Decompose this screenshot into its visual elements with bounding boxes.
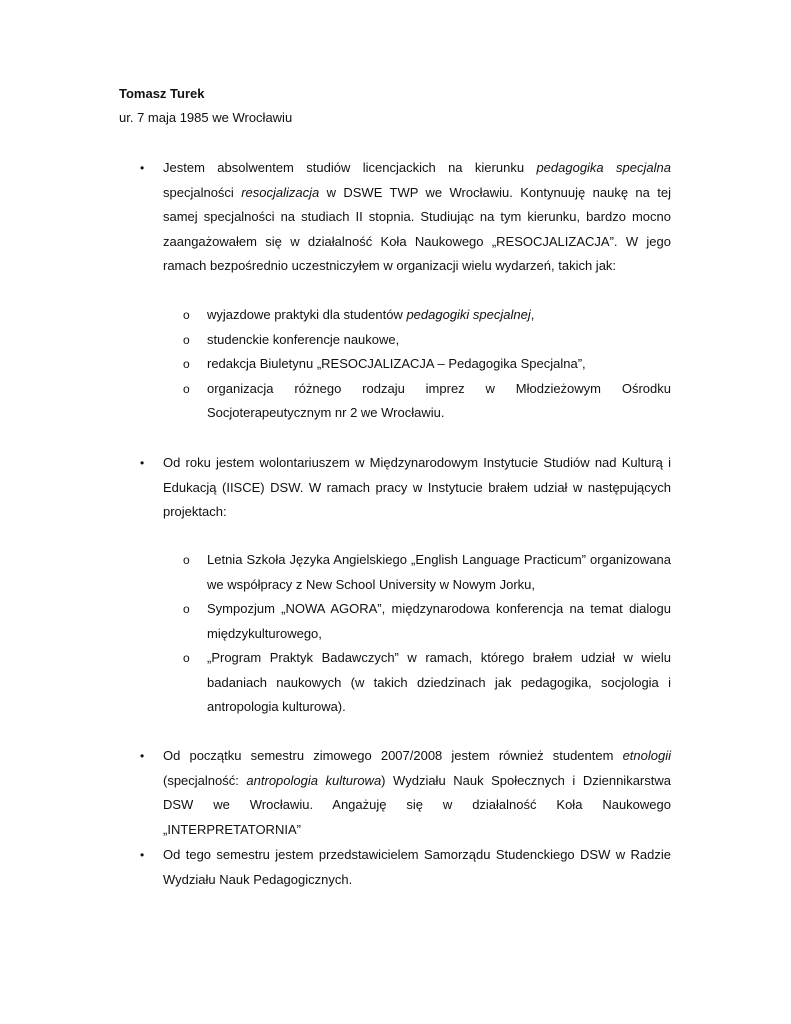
list-item (183, 377, 671, 426)
list-item (183, 352, 671, 377)
sub-marker: o (183, 332, 190, 347)
sub-list-events (183, 303, 671, 426)
bullet-text: Jestem absolwentem studiów licencjackich na kierunku (163, 160, 537, 175)
bullet-text: ) Wydziału Nauk Społecznych i Dziennikarstwa DSW we Wrocławiu. Angażuję się w działalność Koła Naukowego „INTERPRETATORNIA” (163, 772, 671, 837)
bullet-text: specjalności (163, 184, 242, 200)
bullet-marker: • (140, 456, 145, 470)
bullet-marker: • (140, 749, 145, 763)
sub-marker: o (183, 381, 190, 396)
list-item-text: Sympozjum „NOWA AGORA”, międzynarodowa konferencja na temat dialogu międzykulturowego, (207, 601, 671, 641)
list-item-text: Letnia Szkoła Języka Angielskiego „English Language Practicum” organizowana we współpracy z New School University w Nowym Jorku, (207, 552, 671, 592)
bullet-text: Od roku jestem wolontariuszem w Międzynarodowym Instytucie Studiów nad Kulturą i Edukacją (IISCE) DSW. W ramach pracy w Instytucie brałem udział w następujących projektach: (163, 455, 671, 519)
list-item-text: „Program Praktyk Badawczych” w ramach, którego brałem udział w wielu badaniach naukowych (w takich dziedzinach jak pedagogika, socjologia i antropologia kulturowa). (207, 650, 671, 714)
list-item-text: studenckie konferencje naukowe, (207, 331, 400, 347)
list-item-text-italic: pedagogiki specjalnej (406, 307, 531, 322)
birth-info: ur. 7 maja 1985 we Wrocławiu (119, 110, 293, 125)
bullet-item-ethnology (140, 744, 671, 842)
list-item-text: organizacja różnego rodzaju imprez w Młodzieżowym Ośrodku Socjoterapeutycznym nr 2 we Wrocławiu. (207, 380, 671, 420)
author-name: Tomasz Turek (119, 86, 205, 101)
sub-list-projects (183, 548, 671, 720)
bullet-text-italic: pedagogika specjalna (536, 160, 671, 175)
bullet-marker: • (140, 848, 145, 862)
list-item (183, 303, 671, 328)
bullet-text: Od początku semestru zimowego 2007/2008 jestem również studentem (163, 748, 623, 763)
bullet-text-italic: resocjalizacja (241, 184, 320, 200)
sub-marker: o (183, 651, 190, 665)
bullet-marker: • (140, 161, 145, 175)
bullet-text: Od tego semestru jestem przedstawicielem Samorządu Studenckiego DSW w Radzie Wydziału Nauk Pedagogicznych. (163, 847, 671, 887)
bullet-text-italic: antropologia kulturowa (246, 772, 382, 788)
sub-marker: o (183, 357, 190, 371)
list-item (183, 597, 671, 646)
list-item-text: wyjazdowe praktyki dla studentów (207, 307, 407, 322)
bullet-item-student-council (140, 843, 671, 892)
bullet-item-studies (140, 156, 671, 279)
bullet-text: (specjalność: (163, 772, 247, 788)
sub-marker: o (183, 308, 190, 322)
list-item-text: redakcja Biuletynu „RESOCJALIZACJA – Pedagogika Specjalna”, (207, 356, 586, 371)
list-item (183, 548, 671, 597)
list-item (183, 328, 671, 353)
bullet-text-italic: etnologii (622, 748, 671, 763)
list-item-text: , (530, 307, 535, 322)
sub-marker: o (183, 553, 190, 567)
bullet-item-volunteer (140, 451, 671, 525)
list-item (183, 646, 671, 720)
bullet-text: w DSWE TWP we Wrocławiu. Kontynuuję naukę na tej samej specjalności na studiach II stopnia. Studiując na tym kierunku, bardzo mocno zaangażowałem się w działalność Koła Naukowego „RESOCJALIZACJA”. W jego ramach bezpośrednio uczestniczyłem w organizacji wielu wydarzeń, takich jak: (163, 184, 671, 273)
sub-marker: o (183, 602, 190, 616)
